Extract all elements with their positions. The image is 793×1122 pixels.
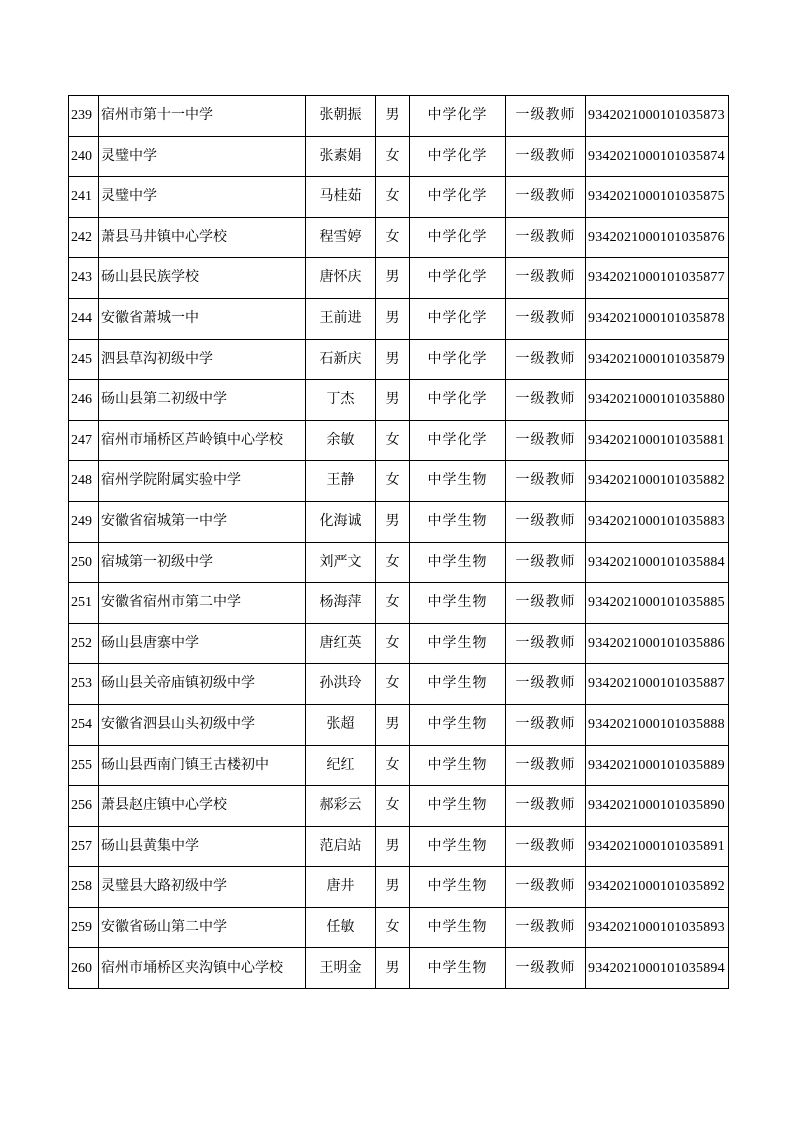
cell-school: 灵璧中学 — [99, 177, 306, 218]
cell-name: 王静 — [306, 461, 376, 502]
cell-subject: 中学化学 — [410, 217, 506, 258]
cell-cert-number: 9342021000101035873 — [586, 96, 729, 137]
cell-name: 马桂茹 — [306, 177, 376, 218]
cell-subject: 中学生物 — [410, 664, 506, 705]
cell-subject: 中学生物 — [410, 583, 506, 624]
cell-gender: 男 — [376, 501, 410, 542]
cell-cert-number: 9342021000101035886 — [586, 623, 729, 664]
cell-gender: 女 — [376, 136, 410, 177]
cell-index: 255 — [69, 745, 99, 786]
table-row — [69, 704, 729, 745]
table-row — [69, 745, 729, 786]
roster-table-body — [69, 96, 729, 989]
cell-subject: 中学化学 — [410, 96, 506, 137]
cell-rank-title: 一级教师 — [506, 420, 586, 461]
cell-name: 任敏 — [306, 907, 376, 948]
cell-name: 张朝振 — [306, 96, 376, 137]
table-row — [69, 420, 729, 461]
cell-rank-title: 一级教师 — [506, 948, 586, 989]
cell-index: 252 — [69, 623, 99, 664]
cell-school: 宿州市埇桥区芦岭镇中心学校 — [99, 420, 306, 461]
cell-index: 239 — [69, 96, 99, 137]
cell-gender: 男 — [376, 258, 410, 299]
cell-name: 唐井 — [306, 867, 376, 908]
cell-gender: 女 — [376, 461, 410, 502]
cell-gender: 男 — [376, 96, 410, 137]
cell-school: 砀山县黄集中学 — [99, 826, 306, 867]
cell-subject: 中学生物 — [410, 542, 506, 583]
cell-subject: 中学化学 — [410, 177, 506, 218]
table-row — [69, 664, 729, 705]
cell-school: 安徽省宿城第一中学 — [99, 501, 306, 542]
cell-name: 王前进 — [306, 298, 376, 339]
table-row — [69, 136, 729, 177]
cell-rank-title: 一级教师 — [506, 583, 586, 624]
cell-subject: 中学生物 — [410, 461, 506, 502]
cell-index: 249 — [69, 501, 99, 542]
cell-school: 砀山县关帝庙镇初级中学 — [99, 664, 306, 705]
cell-rank-title: 一级教师 — [506, 136, 586, 177]
cell-index: 258 — [69, 867, 99, 908]
cell-rank-title: 一级教师 — [506, 501, 586, 542]
cell-gender: 女 — [376, 786, 410, 827]
table-row — [69, 217, 729, 258]
cell-gender: 女 — [376, 907, 410, 948]
cell-name: 丁杰 — [306, 380, 376, 421]
cell-school: 灵璧县大路初级中学 — [99, 867, 306, 908]
cell-school: 萧县赵庄镇中心学校 — [99, 786, 306, 827]
cell-index: 242 — [69, 217, 99, 258]
cell-cert-number: 9342021000101035884 — [586, 542, 729, 583]
cell-gender: 女 — [376, 664, 410, 705]
cell-school: 泗县草沟初级中学 — [99, 339, 306, 380]
cell-index: 256 — [69, 786, 99, 827]
cell-subject: 中学生物 — [410, 501, 506, 542]
cell-rank-title: 一级教师 — [506, 461, 586, 502]
cell-name: 纪红 — [306, 745, 376, 786]
cell-rank-title: 一级教师 — [506, 96, 586, 137]
cell-cert-number: 9342021000101035888 — [586, 704, 729, 745]
cell-gender: 女 — [376, 583, 410, 624]
cell-index: 253 — [69, 664, 99, 705]
cell-index: 247 — [69, 420, 99, 461]
table-row — [69, 461, 729, 502]
cell-school: 宿州市埇桥区夹沟镇中心学校 — [99, 948, 306, 989]
cell-subject: 中学化学 — [410, 298, 506, 339]
cell-gender: 女 — [376, 542, 410, 583]
table-row — [69, 826, 729, 867]
cell-name: 石新庆 — [306, 339, 376, 380]
cell-cert-number: 9342021000101035889 — [586, 745, 729, 786]
cell-subject: 中学化学 — [410, 136, 506, 177]
cell-gender: 女 — [376, 177, 410, 218]
cell-subject: 中学生物 — [410, 745, 506, 786]
cell-index: 250 — [69, 542, 99, 583]
cell-school: 砀山县唐寨中学 — [99, 623, 306, 664]
cell-subject: 中学化学 — [410, 420, 506, 461]
cell-name: 刘严文 — [306, 542, 376, 583]
cell-cert-number: 9342021000101035892 — [586, 867, 729, 908]
cell-cert-number: 9342021000101035881 — [586, 420, 729, 461]
cell-rank-title: 一级教师 — [506, 217, 586, 258]
cell-index: 240 — [69, 136, 99, 177]
cell-school: 宿州市第十一中学 — [99, 96, 306, 137]
cell-index: 257 — [69, 826, 99, 867]
cell-name: 郝彩云 — [306, 786, 376, 827]
cell-gender: 男 — [376, 298, 410, 339]
cell-subject: 中学化学 — [410, 339, 506, 380]
cell-rank-title: 一级教师 — [506, 177, 586, 218]
cell-rank-title: 一级教师 — [506, 786, 586, 827]
table-row — [69, 96, 729, 137]
cell-gender: 女 — [376, 745, 410, 786]
cell-gender: 男 — [376, 826, 410, 867]
cell-index: 251 — [69, 583, 99, 624]
cell-school: 安徽省泗县山头初级中学 — [99, 704, 306, 745]
cell-gender: 男 — [376, 339, 410, 380]
cell-index: 245 — [69, 339, 99, 380]
cell-index: 260 — [69, 948, 99, 989]
cell-gender: 女 — [376, 420, 410, 461]
cell-name: 唐红英 — [306, 623, 376, 664]
table-row — [69, 786, 729, 827]
cell-subject: 中学生物 — [410, 826, 506, 867]
cell-rank-title: 一级教师 — [506, 907, 586, 948]
cell-index: 243 — [69, 258, 99, 299]
cell-school: 砀山县第二初级中学 — [99, 380, 306, 421]
cell-index: 246 — [69, 380, 99, 421]
table-row — [69, 339, 729, 380]
cell-gender: 男 — [376, 948, 410, 989]
table-row — [69, 258, 729, 299]
cell-index: 259 — [69, 907, 99, 948]
cell-index: 241 — [69, 177, 99, 218]
cell-subject: 中学生物 — [410, 623, 506, 664]
table-row — [69, 623, 729, 664]
cell-name: 孙洪玲 — [306, 664, 376, 705]
cell-subject: 中学生物 — [410, 704, 506, 745]
cell-rank-title: 一级教师 — [506, 664, 586, 705]
table-row — [69, 907, 729, 948]
cell-subject: 中学生物 — [410, 907, 506, 948]
cell-name: 杨海萍 — [306, 583, 376, 624]
cell-gender: 男 — [376, 704, 410, 745]
cell-school: 砀山县民族学校 — [99, 258, 306, 299]
cell-cert-number: 9342021000101035879 — [586, 339, 729, 380]
cell-gender: 女 — [376, 217, 410, 258]
table-row — [69, 867, 729, 908]
cell-rank-title: 一级教师 — [506, 867, 586, 908]
cell-school: 宿州学院附属实验中学 — [99, 461, 306, 502]
roster-table — [68, 95, 729, 989]
cell-cert-number: 9342021000101035883 — [586, 501, 729, 542]
cell-rank-title: 一级教师 — [506, 380, 586, 421]
table-row — [69, 948, 729, 989]
cell-name: 唐怀庆 — [306, 258, 376, 299]
cell-name: 张素娟 — [306, 136, 376, 177]
cell-cert-number: 9342021000101035880 — [586, 380, 729, 421]
cell-cert-number: 9342021000101035887 — [586, 664, 729, 705]
cell-name: 化海诚 — [306, 501, 376, 542]
cell-school: 安徽省宿州市第二中学 — [99, 583, 306, 624]
cell-subject: 中学生物 — [410, 786, 506, 827]
cell-rank-title: 一级教师 — [506, 826, 586, 867]
cell-cert-number: 9342021000101035890 — [586, 786, 729, 827]
cell-subject: 中学化学 — [410, 380, 506, 421]
cell-gender: 女 — [376, 623, 410, 664]
cell-cert-number: 9342021000101035877 — [586, 258, 729, 299]
cell-subject: 中学生物 — [410, 867, 506, 908]
cell-rank-title: 一级教师 — [506, 704, 586, 745]
cell-cert-number: 9342021000101035885 — [586, 583, 729, 624]
cell-school: 安徽省砀山第二中学 — [99, 907, 306, 948]
cell-subject: 中学生物 — [410, 948, 506, 989]
cell-rank-title: 一级教师 — [506, 623, 586, 664]
cell-school: 萧县马井镇中心学校 — [99, 217, 306, 258]
table-row — [69, 298, 729, 339]
table-row — [69, 380, 729, 421]
cell-rank-title: 一级教师 — [506, 298, 586, 339]
cell-subject: 中学化学 — [410, 258, 506, 299]
table-row — [69, 542, 729, 583]
cell-name: 范启站 — [306, 826, 376, 867]
table-row — [69, 177, 729, 218]
cell-name: 程雪婷 — [306, 217, 376, 258]
cell-index: 244 — [69, 298, 99, 339]
cell-rank-title: 一级教师 — [506, 542, 586, 583]
cell-index: 254 — [69, 704, 99, 745]
cell-school: 宿城第一初级中学 — [99, 542, 306, 583]
cell-cert-number: 9342021000101035891 — [586, 826, 729, 867]
cell-cert-number: 9342021000101035878 — [586, 298, 729, 339]
cell-cert-number: 9342021000101035882 — [586, 461, 729, 502]
cell-school: 安徽省萧城一中 — [99, 298, 306, 339]
cell-index: 248 — [69, 461, 99, 502]
cell-gender: 男 — [376, 867, 410, 908]
cell-rank-title: 一级教师 — [506, 339, 586, 380]
table-row — [69, 501, 729, 542]
cell-school: 灵璧中学 — [99, 136, 306, 177]
cell-name: 张超 — [306, 704, 376, 745]
cell-name: 余敏 — [306, 420, 376, 461]
cell-cert-number: 9342021000101035875 — [586, 177, 729, 218]
cell-cert-number: 9342021000101035894 — [586, 948, 729, 989]
cell-rank-title: 一级教师 — [506, 745, 586, 786]
cell-school: 砀山县西南门镇王古楼初中 — [99, 745, 306, 786]
cell-cert-number: 9342021000101035874 — [586, 136, 729, 177]
table-row — [69, 583, 729, 624]
cell-cert-number: 9342021000101035893 — [586, 907, 729, 948]
cell-rank-title: 一级教师 — [506, 258, 586, 299]
cell-cert-number: 9342021000101035876 — [586, 217, 729, 258]
cell-gender: 男 — [376, 380, 410, 421]
cell-name: 王明金 — [306, 948, 376, 989]
